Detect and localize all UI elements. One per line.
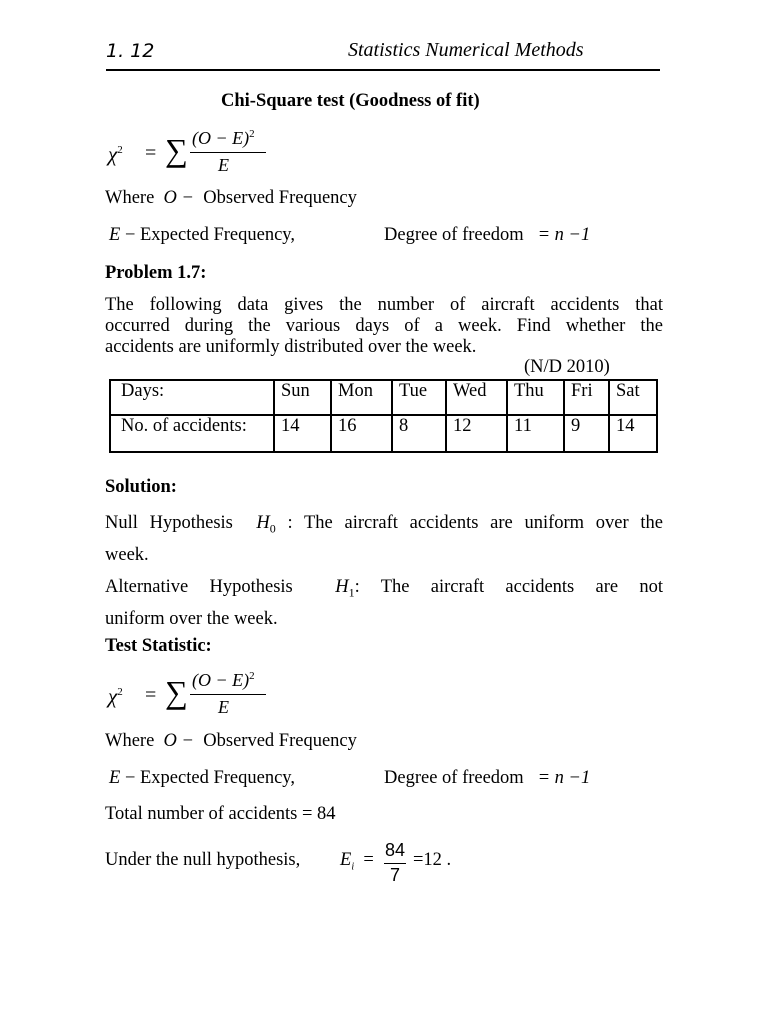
fraction-numerator: 84 [384,840,406,860]
total-accidents: Total number of accidents = 84 [105,804,336,824]
table-cell: 12 [446,415,507,452]
table-cell: Sat [609,380,657,415]
expected-fraction [384,840,406,886]
fraction-bar [384,863,406,864]
chi-square-formula [108,130,278,180]
solution-heading: Solution: [105,477,177,497]
table-row [110,415,657,452]
fraction-denominator: 7 [389,865,400,885]
table-cell: 14 [274,415,331,452]
expected-result: =12 . [413,850,452,870]
equals-sign: = [145,142,157,164]
problem-text [105,295,663,358]
problem-line: accidents are uniformly distributed over the week. [105,337,477,357]
table-cell: Wed [446,380,507,415]
table-row-label: No. of accidents: [110,415,274,452]
alternative-hypothesis [105,574,663,632]
table-row [110,380,657,415]
problem-heading: Problem 1.7: [105,263,207,283]
problem-line: occurred during the various days of a week. Find whether the [105,316,663,336]
chi-square-formula [108,672,278,722]
sigma-symbol: ∑ [165,674,188,710]
accidents-table [109,379,658,453]
where-line: Where O − Observed Frequency [105,731,357,751]
null-hypothesis-line: week. [105,544,149,565]
where-line: Where O − Observed Frequency [105,188,357,208]
null-hypothesis-line: Null Hypothesis $H_0$ : The aircraft accidents are uniform over the [105,513,664,536]
problem-line: The following data gives the number of aircraft accidents that [105,295,663,315]
alt-hypothesis-line: Alternative Hypothesis $H_1$: The aircraft accidents are not [105,577,664,600]
table-cell: Mon [331,380,392,415]
fraction-bar [190,694,266,695]
table-cell: 9 [564,415,609,452]
under-null-text: Under the null hypothesis, [105,850,301,870]
test-statistic-heading: Test Statistic: [105,636,212,656]
table-cell: 8 [392,415,446,452]
table-cell: 16 [331,415,392,452]
chi-symbol: $\chi^2$ [108,684,123,708]
table-cell: Thu [507,380,564,415]
expected-symbol: $E_i$ = [340,850,374,873]
alt-hypothesis-line: uniform over the week. [105,608,278,629]
formula-numerator: $(O - E)^2$ [192,128,255,148]
table-header-label: Days: [110,380,274,415]
chi-symbol: $\chi^2$ [108,142,123,166]
null-hypothesis [105,510,663,568]
table-cell: Tue [392,380,446,415]
table-cell: 11 [507,415,564,452]
dof-line: Degree of freedom = n −1 [384,225,591,245]
dof-line: Degree of freedom = n −1 [384,768,591,788]
expected-line: E − Expected Frequency, [109,768,295,788]
page-number: 1. 12 [106,40,155,62]
formula-denominator: E [218,155,229,175]
fraction-bar [190,152,266,153]
table-cell: Fri [564,380,609,415]
sigma-symbol: ∑ [165,132,188,168]
expected-line: E − Expected Frequency, [109,225,295,245]
header-rule [106,69,660,71]
book-title: Statistics Numerical Methods [348,39,584,61]
problem-reference: (N/D 2010) [524,357,610,377]
table-cell: 14 [609,415,657,452]
section-title: Chi-Square test (Goodness of fit) [221,91,480,111]
table-cell: Sun [274,380,331,415]
equals-sign: = [145,684,157,706]
formula-denominator: E [218,697,229,717]
formula-numerator: $(O - E)^2$ [192,670,255,690]
